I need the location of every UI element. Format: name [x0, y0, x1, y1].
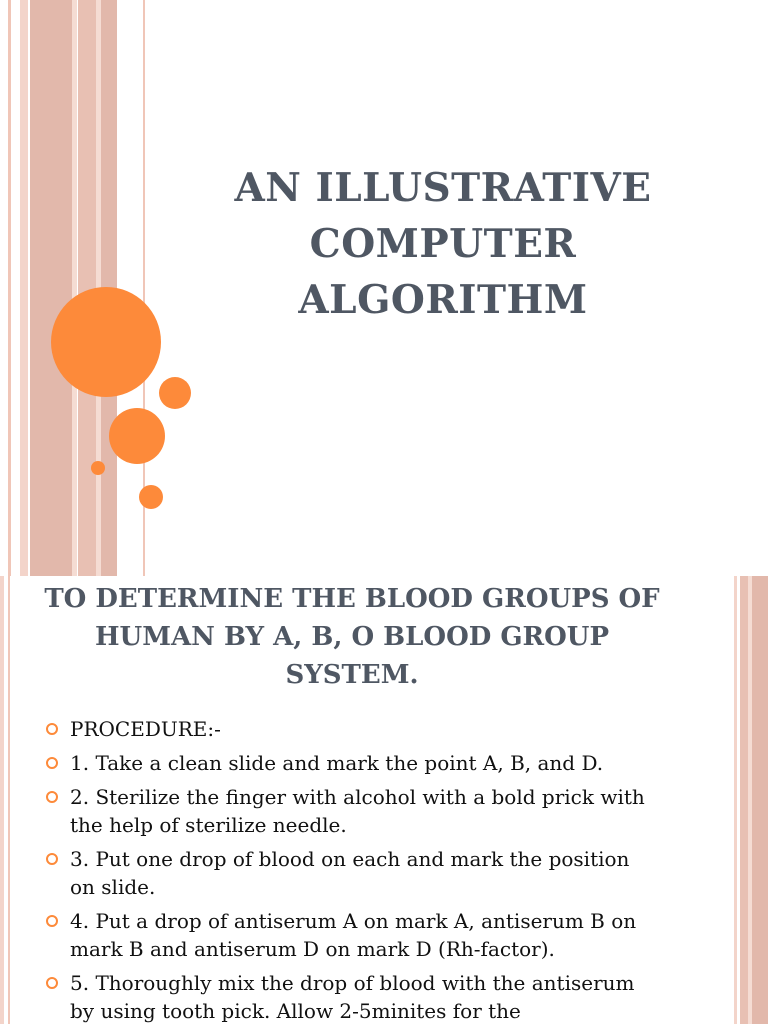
list-item: [46, 907, 656, 963]
bullet-ring-icon: [46, 977, 58, 989]
decorative-circle: [159, 377, 191, 409]
decorative-circle: [51, 287, 161, 397]
slide-1-title: [150, 160, 736, 328]
list-item: [46, 715, 656, 743]
decorative-stripe: [8, 0, 11, 576]
list-item: [46, 845, 656, 901]
list-item: [46, 749, 656, 777]
list-item-text: 2. Sterilize the finger with alcohol with a bold prick with the help of sterilize needle.: [70, 785, 645, 837]
bullet-ring-icon: [46, 853, 58, 865]
decorative-circle: [139, 485, 163, 509]
decorative-circle: [91, 461, 105, 475]
list-item: [46, 969, 656, 1024]
list-item: [46, 783, 656, 839]
title-line: COMPUTER: [309, 221, 577, 267]
decorative-stripe: [72, 0, 77, 576]
decorative-stripe: [734, 576, 737, 1024]
decorative-stripe: [740, 576, 748, 1024]
decorative-stripe: [0, 576, 4, 1024]
decorative-stripe: [30, 0, 72, 576]
bullet-ring-icon: [46, 791, 58, 803]
decorative-stripe: [8, 576, 10, 1024]
title-line: ALGORITHM: [298, 277, 588, 323]
list-item-text: 1. Take a clean slide and mark the point A, B, and D.: [70, 751, 604, 775]
slide-2: [0, 576, 768, 1024]
title-line: HUMAN BY A, B, O BLOOD GROUP: [94, 622, 610, 652]
procedure-list: [46, 715, 656, 1024]
title-line: SYSTEM.: [285, 660, 419, 690]
title-line: TO DETERMINE THE BLOOD GROUPS OF: [44, 584, 660, 614]
slide-2-title: [40, 580, 664, 694]
decorative-stripe: [752, 576, 768, 1024]
title-line: AN ILLUSTRATIVE: [234, 165, 652, 211]
decorative-circle: [109, 408, 165, 464]
bullet-ring-icon: [46, 757, 58, 769]
decorative-stripe: [20, 0, 28, 576]
list-item-text: 5. Thoroughly mix the drop of blood with the antiserum by using tooth pick. Allow 2-5minites for the: [70, 971, 635, 1023]
bullet-ring-icon: [46, 915, 58, 927]
list-item-text: 4. Put a drop of antiserum A on mark A, antiserum B on mark B and antiserum D on mark D (Rh-factor).: [70, 909, 637, 961]
list-item-text: PROCEDURE:-: [70, 717, 221, 741]
list-item-text: 3. Put one drop of blood on each and mark the position on slide.: [70, 847, 630, 899]
bullet-ring-icon: [46, 723, 58, 735]
